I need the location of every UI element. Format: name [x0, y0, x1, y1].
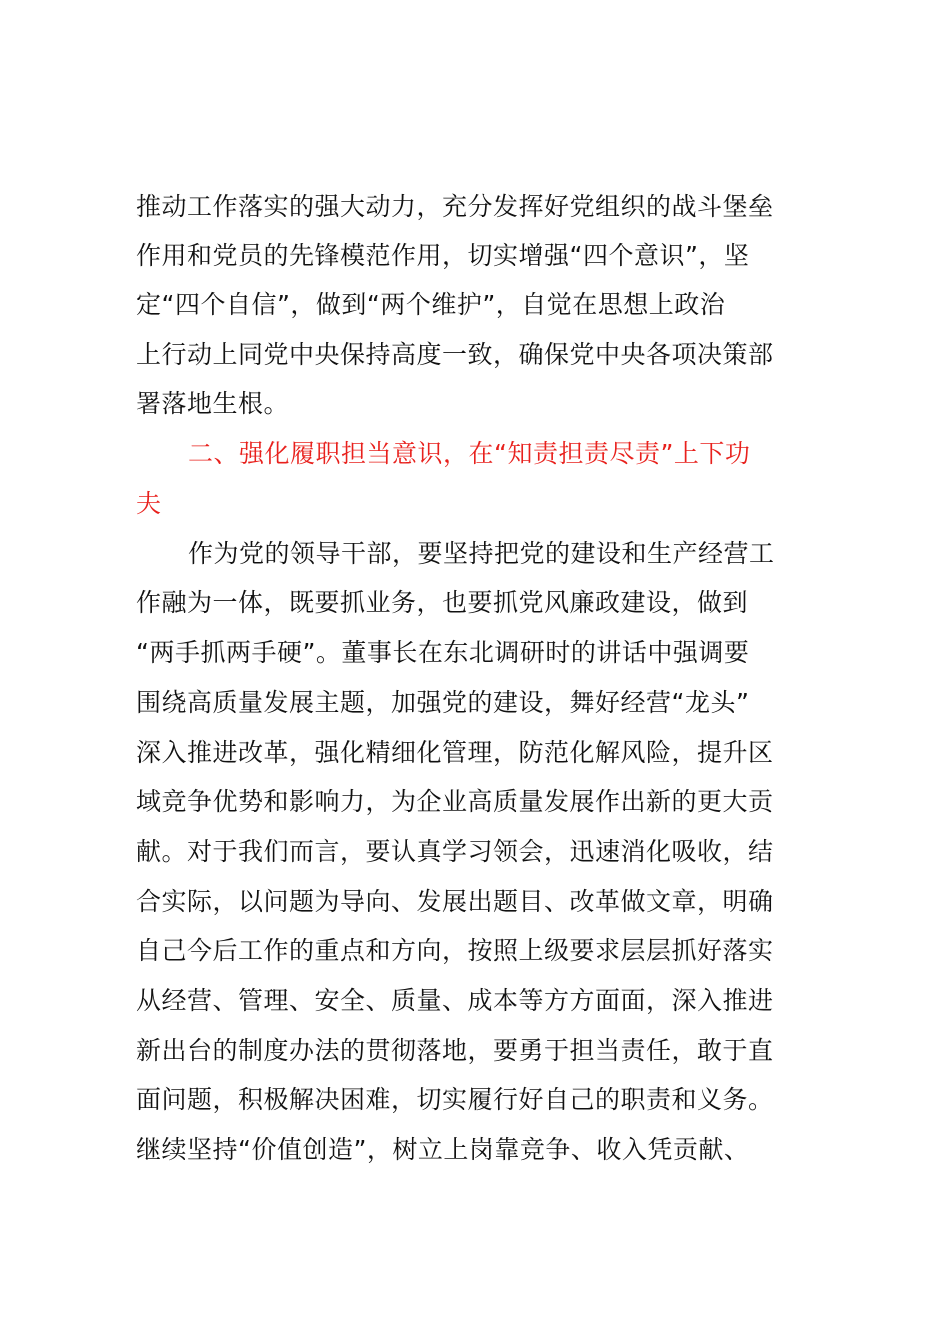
paragraph-1-line-4: 上行动上同党中央保持高度一致，确保党中央各项决策部 [136, 340, 774, 369]
paragraph-2-line-2: 作融为一体，既要抓业务，也要抓党风廉政建设，做到 [136, 588, 749, 617]
paragraph-2-line-6: 域竞争优势和影响力，为企业高质量发展作出新的更大贡 [136, 787, 774, 816]
paragraph-2-line-10: 从经营、管理、安全、质量、成本等方方面面，深入推进 [136, 986, 774, 1015]
paragraph-2-line-5: 深入推进改革，强化精细化管理，防范化解风险，提升区 [136, 738, 774, 767]
paragraph-1-line-3: 定“四个自信”，做到“两个维护”，自觉在思想上政治 [136, 290, 726, 319]
paragraph-2-line-8: 合实际，以问题为导向、发展出题目、改革做文章，明确 [136, 887, 774, 916]
section-heading-line-1: 二、强化履职担当意识，在“知责担责尽责”上下功 [188, 439, 751, 468]
paragraph-2-line-1: 作为党的领导干部，要坚持把党的建设和生产经营工 [188, 539, 775, 568]
paragraph-2-line-3: “两手抓两手硬”。董事长在东北调研时的讲话中强调要 [136, 638, 750, 667]
paragraph-1-line-2: 作用和党员的先锋模范作用，切实增强“四个意识”，坚 [136, 241, 750, 270]
paragraph-2-line-11: 新出台的制度办法的贯彻落地，要勇于担当责任，敢于直 [136, 1036, 774, 1065]
paragraph-2-line-7: 献。对于我们而言，要认真学习领会，迅速消化吸收，结 [136, 837, 774, 866]
paragraph-1-line-1: 推动工作落实的强大动力，充分发挥好党组织的战斗堡垒 [136, 192, 774, 221]
paragraph-2-line-12: 面问题，积极解决困难，切实履行好自己的职责和义务。 [136, 1085, 774, 1114]
paragraph-2-line-4: 围绕高质量发展主题，加强党的建设，舞好经营“龙头” [136, 688, 750, 717]
paragraph-2-line-13: 继续坚持“价值创造”，树立上岗靠竞争、收入凭贡献、 [136, 1135, 750, 1164]
section-heading-line-2: 夫 [136, 489, 162, 518]
paragraph-1-line-5: 署落地生根。 [136, 389, 290, 418]
paragraph-2-line-9: 自己今后工作的重点和方向，按照上级要求层层抓好落实 [136, 936, 774, 965]
